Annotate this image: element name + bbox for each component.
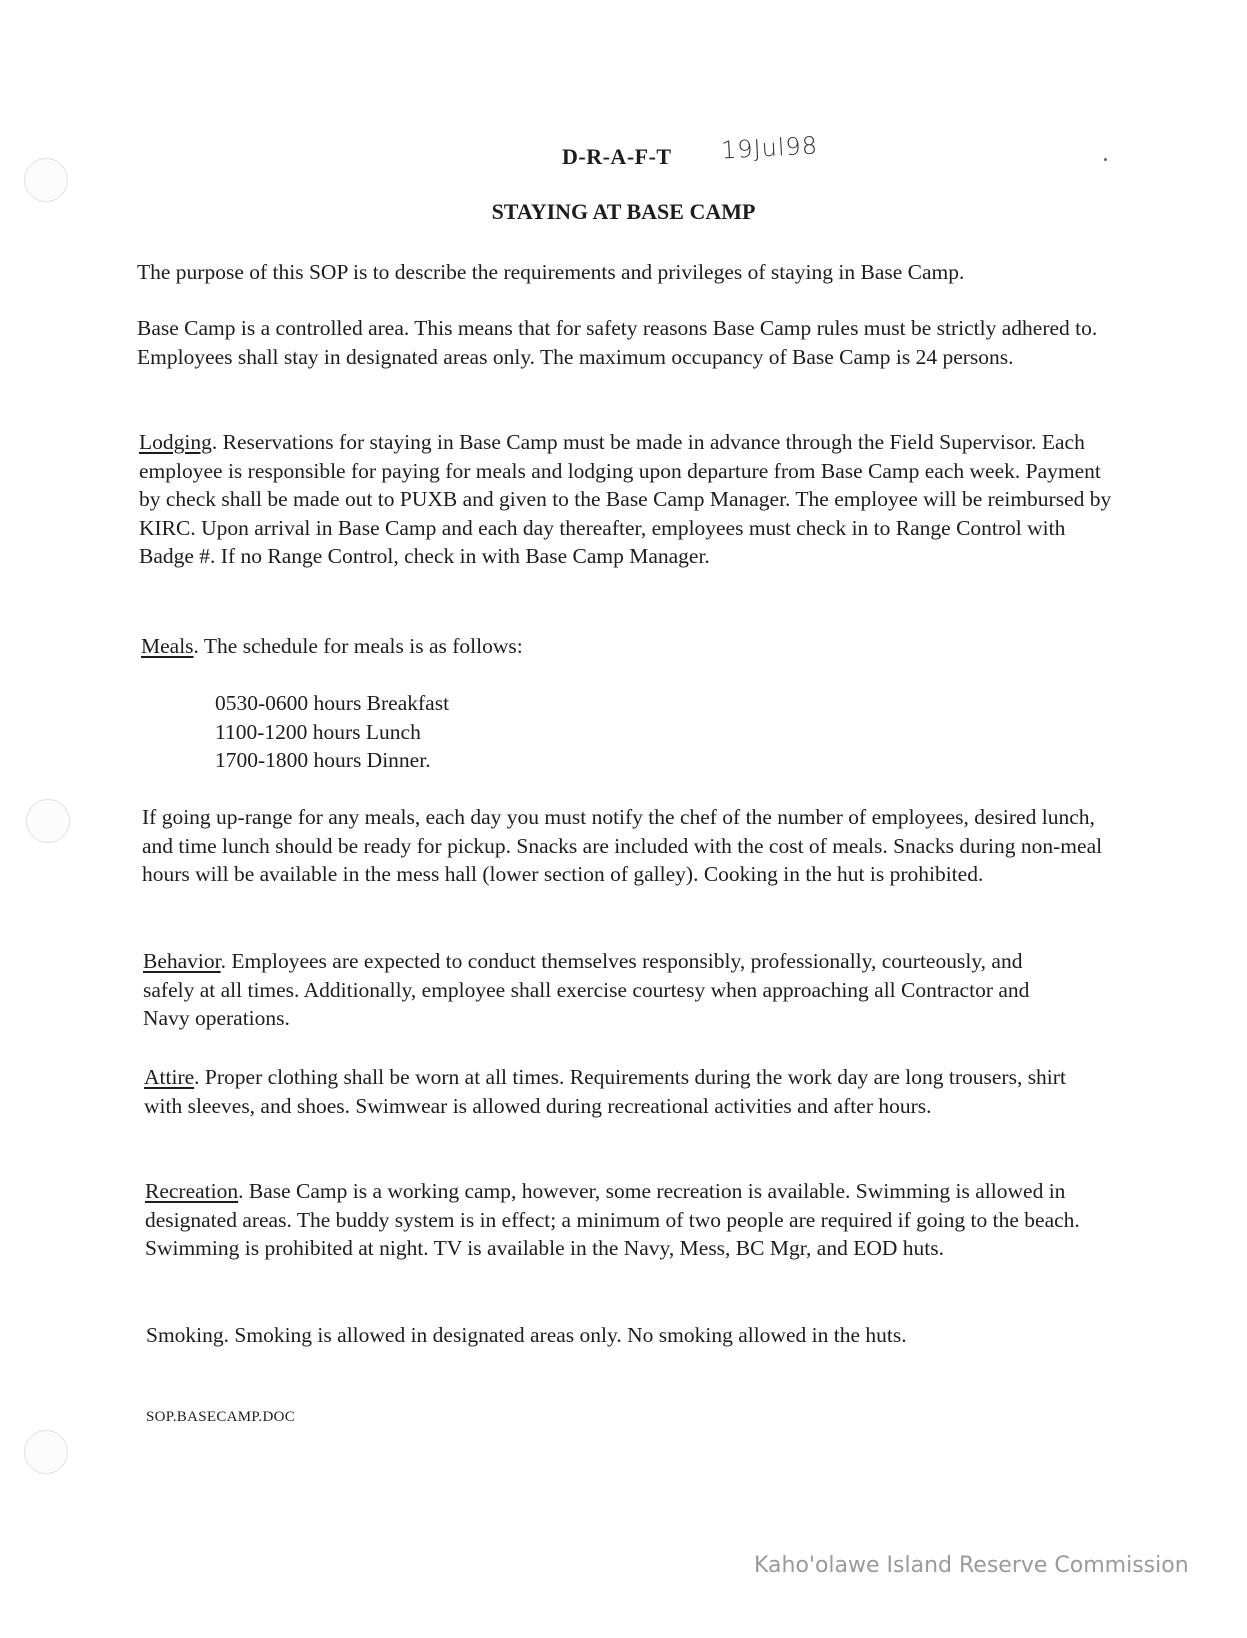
- list-item: 1700-1800 hours Dinner.: [215, 748, 431, 772]
- attire-text: . Proper clothing shall be worn at all times. Requirements during the work day are long trousers, shirt with sleeves, and shoes. Swimwear is allowed during recreational activities and after hours.: [144, 1065, 1066, 1118]
- meals-paragraph: [141, 632, 1116, 661]
- punch-hole-bottom: [24, 1430, 68, 1474]
- lodging-heading: Lodging: [139, 430, 212, 454]
- meals-text: . The schedule for meals is as follows:: [193, 634, 523, 658]
- handwritten-date: 19Jul98: [720, 131, 819, 165]
- recreation-text: . Base Camp is a working camp, however, some recreation is available. Swimming is allowed in designated areas. The buddy system is in effect; a minimum of two people are required if going to the beach. Swimming is prohibited at night. TV is available in the Navy, Mess, BC Mgr, and EOD huts.: [145, 1179, 1080, 1260]
- file-name: SOP.BASECAMP.DOC: [146, 1409, 296, 1425]
- behavior-text: . Employees are expected to conduct themselves responsibly, professionally, courteously, and safely at all times. Additionally, employee shall exercise courtesy when approaching all Contractor and Navy operations.: [143, 949, 1030, 1030]
- behavior-heading: Behavior: [143, 949, 221, 973]
- attire-heading: Attire: [144, 1065, 195, 1089]
- speck-mark: [1104, 158, 1107, 161]
- behavior-paragraph: [143, 947, 1073, 1033]
- recreation-heading: Recreation: [145, 1179, 239, 1203]
- punch-hole-middle: [26, 799, 70, 843]
- lodging-paragraph: [139, 428, 1114, 571]
- uprange-paragraph: If going up-range for any meals, each day you must notify the chef of the number of employees, desired lunch, and time lunch should be ready for pickup. Snacks are included with the cost of meals. Snacks during non-meal hours will be available in the mess hall (lower section of galley). Cooking in the hut is prohibited.: [142, 805, 1103, 886]
- meal-schedule: [215, 689, 449, 775]
- controlled-area-paragraph: Base Camp is a controlled area. This means that for safety reasons Base Camp rules must be strictly adhered to. Employees shall stay in designated areas only. The maximum occupancy of Base Camp is 24 persons.: [137, 316, 1098, 369]
- watermark: Kaho'olawe Island Reserve Commission: [754, 1553, 1189, 1578]
- intro-paragraph: The purpose of this SOP is to describe the requirements and privileges of staying in Base Camp.: [137, 260, 965, 284]
- lodging-text: . Reservations for staying in Base Camp must be made in advance through the Field Supervisor. Each employee is responsible for paying for meals and lodging upon departure from Base Camp each week. Payment by check shall be made out to PUXB and given to the Base Camp Manager. The employee will be reimbursed by KIRC. Upon arrival in Base Camp and each day thereafter, employees must check in to Range Control with Badge #. If no Range Control, check in with Base Camp Manager.: [139, 430, 1112, 568]
- attire-paragraph: [144, 1063, 1104, 1120]
- meals-heading: Meals: [141, 634, 194, 658]
- smoking-text: . Smoking is allowed in designated areas only. No smoking allowed in the huts.: [223, 1323, 907, 1347]
- recreation-paragraph: [145, 1177, 1130, 1263]
- document-title: STAYING AT BASE CAMP: [491, 199, 756, 224]
- punch-hole-top: [24, 158, 68, 202]
- smoking-paragraph: [146, 1321, 1136, 1350]
- list-item: 0530-0600 hours Breakfast: [215, 691, 450, 715]
- list-item: 1100-1200 hours Lunch: [215, 719, 421, 744]
- draft-label: D-R-A-F-T: [562, 144, 672, 169]
- smoking-heading: Smoking: [146, 1323, 224, 1347]
